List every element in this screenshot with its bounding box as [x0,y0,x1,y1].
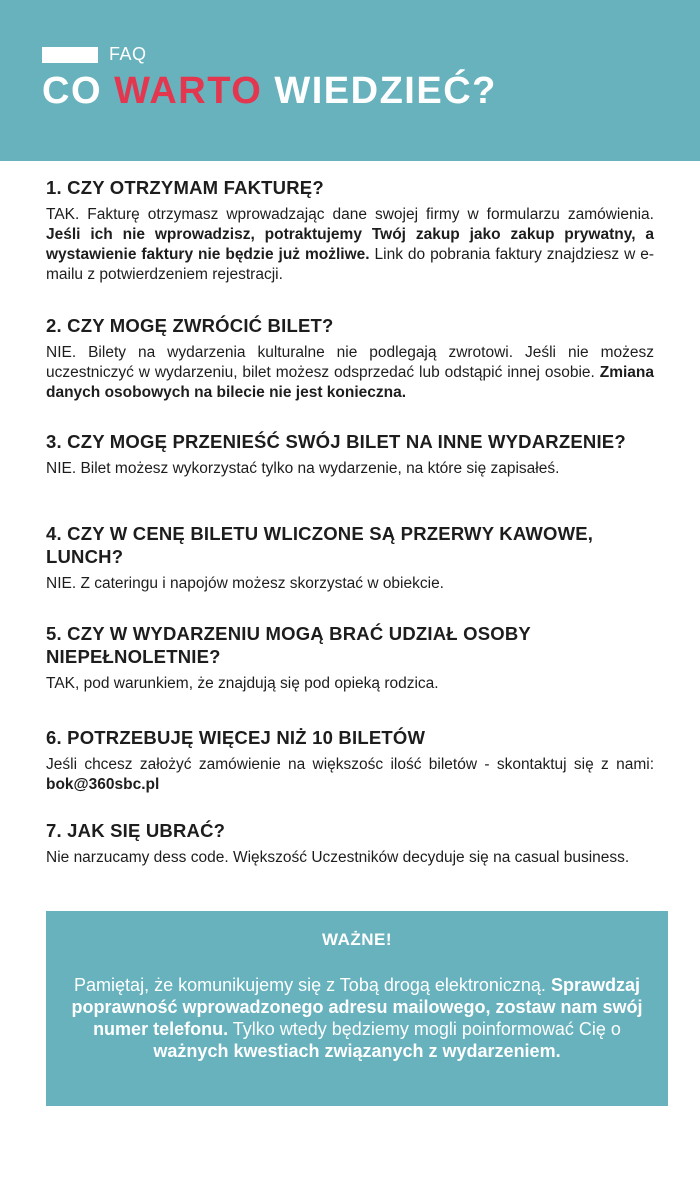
answer-text: Nie narzucamy dess code. Większość Uczestników decyduje się na casual business. [46,849,630,866]
answer-emphasis: Jeśli ich nie wprowadzisz, potraktujemy Twój zakup jako zakup prywatny, a wystawienie faktury nie będzie już możliwe. [46,226,654,263]
faq-answer [46,574,654,594]
notice-text: Tylko wtedy będziemy mogli poinformować Cię o [228,1019,621,1039]
faq-question: 3. CZY MOGĘ PRZENIEŚĆ SWÓJ BILET NA INNE WYDARZENIE? [46,431,626,452]
faq-item-group-tickets [46,726,654,795]
faq-answer [46,343,654,403]
notice-text: Pamiętaj, że komunikujemy się z Tobą drogą elektroniczną. [74,975,551,995]
answer-text: NIE. Bilet możesz wykorzystać tylko na wydarzenie, na które się zapisałeś. [46,460,560,477]
faq-label: FAQ [109,44,147,64]
answer-text: TAK. Fakturę otrzymasz wprowadzając dane swojej firmy w formularzu zamówienia. [46,206,654,223]
contact-email[interactable]: bok@360sbc.pl [46,776,160,793]
faq-question: 6. POTRZEBUJĘ WIĘCEJ NIŻ 10 BILETÓW [46,727,426,748]
answer-text: Jeśli chcesz założyć zamówienie na większośc ilość biletów - skontaktuj się z nami: [46,756,654,773]
faq-item-refund [46,314,654,403]
faq-item-invoice [46,176,654,285]
title-part-1: CO [42,70,115,112]
notice-emphasis: Sprawdzaj poprawność wprowadzonego adresu mailowego, zostaw nam swój numer telefonu. [71,975,643,1039]
faq-answer [46,205,654,285]
faq-answer [46,755,654,795]
answer-text: NIE. Z cateringu i napojów możesz skorzystać w obiekcie. [46,575,444,592]
faq-question: 7. JAK SIĘ UBRAĆ? [46,820,226,841]
faq-question: 2. CZY MOGĘ ZWRÓCIĆ BILET? [46,315,334,336]
header-banner [0,0,700,161]
title-accent-word: WARTO [114,70,263,112]
notice-emphasis: ważnych kwestiach związanych z wydarzeniem. [153,1041,561,1061]
faq-item-dress-code [46,819,654,868]
answer-text: Link do pobrania faktury znajdziesz w e-mailu z potwierdzeniem rejestracji. [46,246,654,283]
notice-body [66,974,648,1062]
faq-answer [46,848,654,868]
important-notice-box [46,911,668,1106]
answer-emphasis: Zmiana danych osobowych na bilecie nie jest konieczna. [46,364,654,401]
answer-text: NIE. Bilety na wydarzenia kulturalne nie podlegają zwrotowi. Jeśli nie możesz uczestniczyć w wydarzeniu, bilet możesz odsprzedać lub odstąpić innej osobie. [46,344,654,381]
faq-item-catering [46,522,654,594]
faq-question: 5. CZY W WYDARZENIU MOGĄ BRAĆ UDZIAŁ OSOBY NIEPEŁNOLETNIE? [46,623,531,667]
faq-question: 4. CZY W CENĘ BILETU WLICZONE SĄ PRZERWY KAWOWE, LUNCH? [46,523,594,567]
faq-item-transfer [46,430,654,479]
header-accent-bar [42,47,98,63]
faq-question: 1. CZY OTRZYMAM FAKTURĘ? [46,177,324,198]
title-part-2: WIEDZIEĆ? [262,70,497,112]
notice-title: WAŻNE! [321,930,393,949]
faq-answer [46,674,654,694]
faq-item-minors [46,622,654,694]
page-title [42,68,497,114]
faq-answer [46,459,654,479]
answer-text: TAK, pod warunkiem, że znajdują się pod opieką rodzica. [46,675,439,692]
